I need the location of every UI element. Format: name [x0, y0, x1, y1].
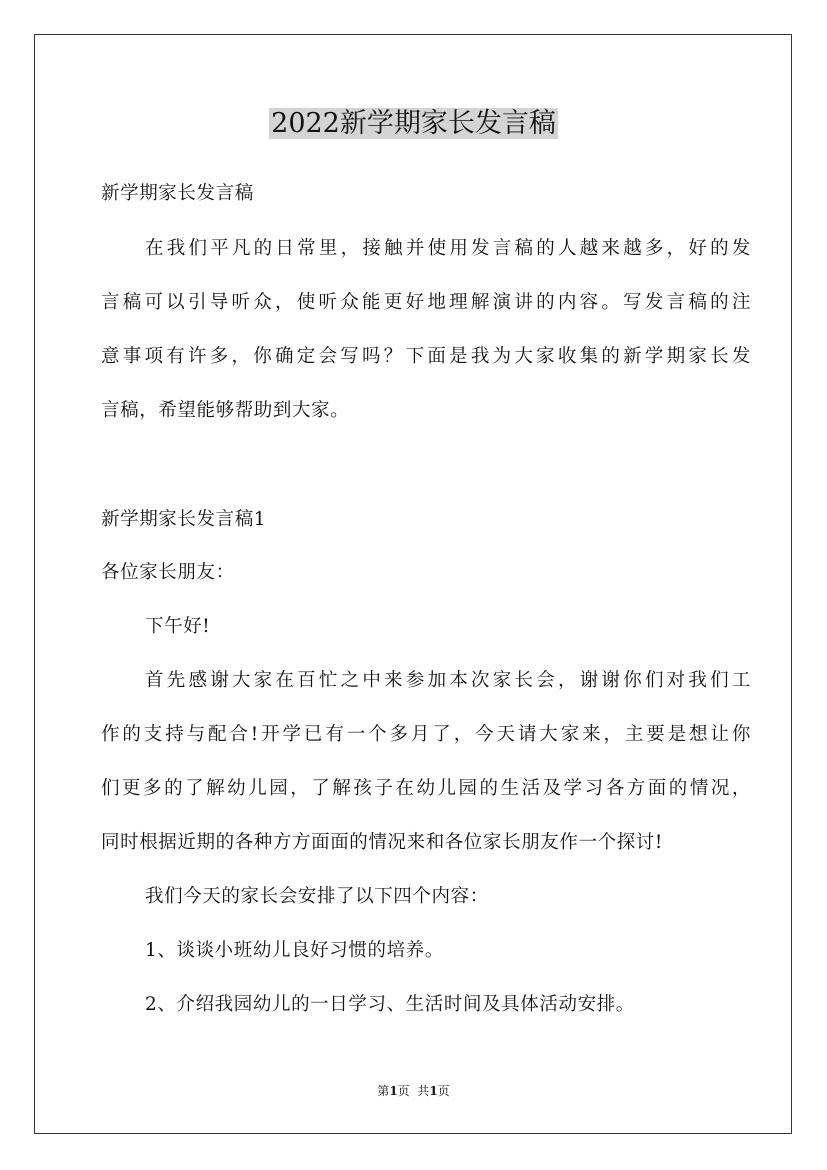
title-text: 2022新学期家长发言稿: [271, 108, 556, 139]
agenda-item-1: 1、谈谈小班幼儿良好习惯的培养。: [145, 940, 444, 961]
footer-page-number: 1: [389, 1084, 398, 1098]
body-line-3: 们更多的了解幼儿园，了解孩子在幼儿园的生活及学习各方面的情况，: [101, 778, 751, 799]
intro-line-1: 在我们平凡的日常里，接触并使用发言稿的人越来越多，好的发: [145, 238, 751, 259]
greeting: 下午好!: [145, 616, 211, 637]
agenda-item-2: 2、介绍我园幼儿的一日学习、生活时间及具体活动安排。: [145, 994, 635, 1015]
body-line-4: 同时根据近期的各种方方面面的情况来和各位家长朋友作一个探讨!: [101, 832, 663, 853]
footer-page-mid: 页 共: [397, 1084, 430, 1098]
intro-line-4: 言稿，希望能够帮助到大家。: [101, 400, 350, 421]
intro-line-3: 意事项有许多，你确定会写吗？下面是我为大家收集的新学期家长发: [101, 346, 751, 367]
section-heading: 新学期家长发言稿1: [101, 509, 267, 530]
body-line-2: 作的支持与配合!开学已有一个多月了，今天请大家来，主要是想让你: [101, 724, 751, 745]
page-footer: [0, 1083, 827, 1099]
footer-page-prefix: 第: [377, 1084, 390, 1098]
intro-line-2: 言稿可以引导听众，使听众能更好地理解演讲的内容。写发言稿的注: [101, 292, 751, 313]
subtitle: 新学期家长发言稿: [101, 183, 254, 204]
body-line-1: 首先感谢大家在百忙之中来参加本次家长会，谢谢你们对我们工: [145, 670, 751, 691]
footer-page-suffix: 页: [437, 1084, 450, 1098]
document-title: [0, 104, 827, 144]
agenda-intro: 我们今天的家长会安排了以下四个内容：: [145, 886, 489, 907]
salutation: 各位家长朋友：: [101, 562, 235, 583]
footer-page-total: 1: [429, 1084, 438, 1098]
